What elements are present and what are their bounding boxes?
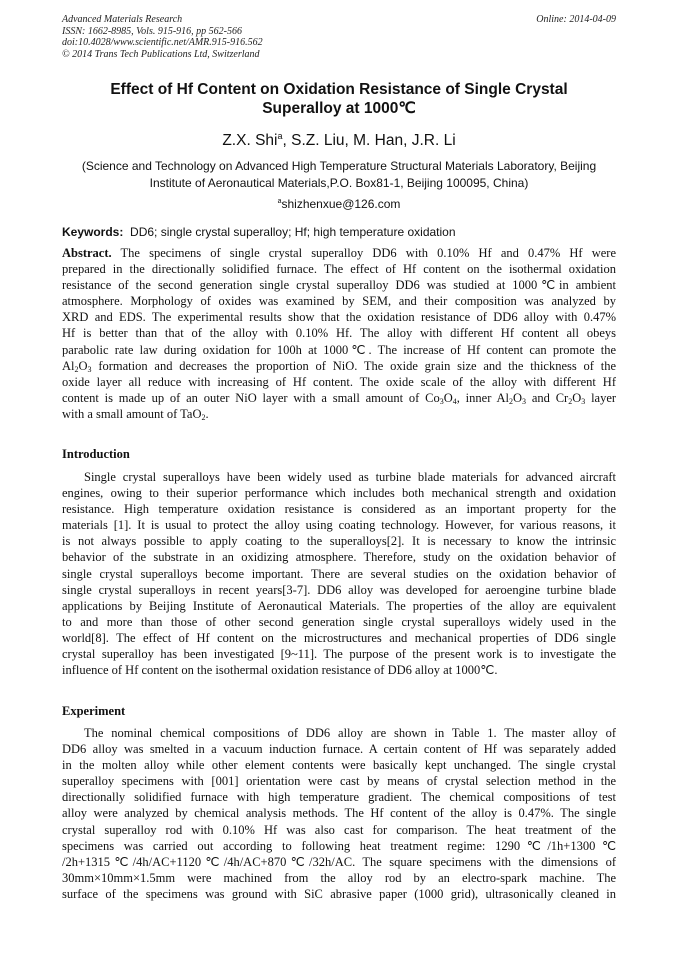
exp-line: surface of the specimens was ground with SiC abrasive paper (1000 grid), ultrasonically cleaned in xyxy=(62,886,616,901)
affiliation-line-1: (Science and Technology on Advanced High Temperature Structural Materials Laboratory, Beijing xyxy=(81,159,597,173)
exp-line: in the molten alloy while other element contents were basically kept unchanged. The single crystal xyxy=(62,758,616,773)
exp-line: 30mm×10mm×1.5mm were machined from the alloy rod by an electro-spark machine. The xyxy=(62,870,616,885)
abstract-line: with a small amount of TaO$_2$. xyxy=(62,406,209,422)
intro-line: single crystal superalloys become important. There are several studies on the oxidation behavior of xyxy=(62,566,616,581)
abstract-line: content is made up of an outer NiO layer with a small amount of $Co_3O_4$, inner $Al_2O_3$ and $Cr_2O_3$ layer xyxy=(62,390,616,406)
doi[interactable]: doi:10.4028/www.scientific.net/AMR.915-916.562 xyxy=(62,37,263,48)
keywords xyxy=(62,225,616,239)
title-line-2: Superalloy at 1000℃ xyxy=(262,100,416,117)
abstract-label: Abstract. xyxy=(62,246,112,260)
section-heading-introduction: Introduction xyxy=(62,447,130,461)
abstract-line: XRD and EDS. The experimental results show that the oxidation resistance of DD6 alloy with 0.47% xyxy=(62,310,616,325)
exp-line: superalloy specimens with [001] orientation were cast by means of crystal selection method in the xyxy=(62,774,616,789)
author-sup: a xyxy=(277,131,283,141)
intro-line: applications by Beijing Institute of Aeronautical Materials. The properties of the alloy are equivalent xyxy=(62,598,616,613)
abstract-line: atmosphere. Morphology of oxides was examined by SEM, and their composition was analyzed by xyxy=(62,294,616,309)
exp-line: DD6 alloy was smelted in a vacuum induction furnace. A certain content of Hf was separately added xyxy=(62,742,616,757)
abstract-line: Hf is better than that of the alloy with 0.10% Hf. The alloy with different Hf content all obeys xyxy=(62,326,616,341)
section-heading-experiment: Experiment xyxy=(62,704,126,718)
email-address xyxy=(62,197,616,211)
intro-line: Single crystal superalloys have been widely used as turbine blade materials for advanced aircraft xyxy=(84,470,616,484)
intro-line: materials [1]. It is usual to protect the alloy using coating technology. However, for various reasons, it xyxy=(62,518,616,533)
issn: ISSN: 1662-8985, Vols. 915-916, pp 562-566 xyxy=(62,25,242,37)
abstract xyxy=(62,245,616,422)
journal-name: Advanced Materials Research xyxy=(62,14,183,25)
exp-line: specimens was carried out according to following heat treatment regime: 1290℃/1h+1300℃ xyxy=(62,838,616,853)
intro-line: crystal superalloy has been investigated [9~11]. The purpose of the present work is to investigate the xyxy=(62,647,616,662)
experiment-body xyxy=(62,725,616,902)
intro-line: is not always possible to apply coating to the superalloys[2]. It is necessary to know the intrinsic xyxy=(62,534,616,549)
abstract-line: prepared in the directionally solidified furnace. The effect of Hf content on the isothermal oxidation xyxy=(62,262,616,277)
affiliation-line-2: Institute of Aeronautical Materials,P.O. Box81-1, Beijing 100095, China) xyxy=(149,175,529,190)
abstract-line: $Al_2O_3$ formation and decreases the proportion of NiO. The oxide grain size and the thickness of the xyxy=(62,358,616,374)
intro-line: world[8]. The effect of Hf content on the microstructures and mechanical properties of DD6 single xyxy=(62,630,616,645)
exp-line: The nominal chemical compositions of DD6 alloy are shown in Table 1. The master alloy of xyxy=(84,726,616,740)
affiliation xyxy=(62,158,616,191)
author-list xyxy=(62,131,616,150)
intro-line: to and more than those of other second generation single crystal superalloys widely used in the xyxy=(62,614,616,629)
author-rest: , S.Z. Liu, M. Han, J.R. Li xyxy=(282,132,456,150)
email-text[interactable]: shizhenxue@126.com xyxy=(281,197,401,211)
keywords-label: Keywords: xyxy=(62,225,124,239)
exp-line: directionally solidified furnace with high temperature gradient. The chemical compositions of test xyxy=(62,790,616,805)
journal-header xyxy=(62,14,263,60)
intro-line: resistance. High temperature oxidation resistance is considered as an important property for the xyxy=(62,502,616,517)
abstract-line: oxide layer all reduce with increasing of Hf content. The oxide scale of the alloy with different Hf xyxy=(62,374,616,389)
abstract-line: resistance of the second generation single crystal superalloy DD6 was studied at 1000℃in ambient xyxy=(62,278,616,293)
title-line-1: Effect of Hf Content on Oxidation Resistance of Single Crystal xyxy=(110,81,568,98)
paper-title xyxy=(62,80,616,118)
abstract-line: parabolic rate law during oxidation for 100h at 1000℃. The increase of Hf content can promote the xyxy=(62,342,616,357)
exp-line: /2h+1315℃/4h/AC+1120℃/4h/AC+870℃/32h/AC. The square specimens with the dimensions of xyxy=(62,854,616,869)
intro-line: single crystal superalloys in recent years[3-7]. DD6 alloy was developed for aeroengine turbine blade xyxy=(62,582,616,597)
intro-line: engines, owing to their superior performance which includes both mechanical strength and oxidation xyxy=(62,486,616,501)
author-first: Z.X. Shi xyxy=(222,132,278,150)
online-date: Online: 2014-04-09 xyxy=(536,14,616,25)
copyright: © 2014 Trans Tech Publications Ltd, Switzerland xyxy=(62,48,260,60)
keywords-text: DD6; single crystal superalloy; Hf; high temperature oxidation xyxy=(130,225,456,239)
introduction-body xyxy=(62,469,616,678)
exp-line: crystal superalloy rod with 0.10% Hf was also cast for comparison. The heat treatment of the xyxy=(62,822,616,837)
intro-line: behavior of the substrate in an oxidizing atmosphere. Therefore, study on the oxidation behavior of xyxy=(62,550,616,565)
intro-line: influence of Hf content on the isothermal oxidation resistance of DD6 alloy at 1000℃. xyxy=(62,663,498,678)
exp-line: alloy were analyzed by chemical analysis methods. The Hf content of the alloy is 0.47%. The single xyxy=(62,806,616,821)
email-sup: a xyxy=(277,198,282,205)
abstract-line: Abstract. The specimens of single crystal superalloy DD6 with 0.10% Hf and 0.47% Hf were xyxy=(62,246,616,260)
